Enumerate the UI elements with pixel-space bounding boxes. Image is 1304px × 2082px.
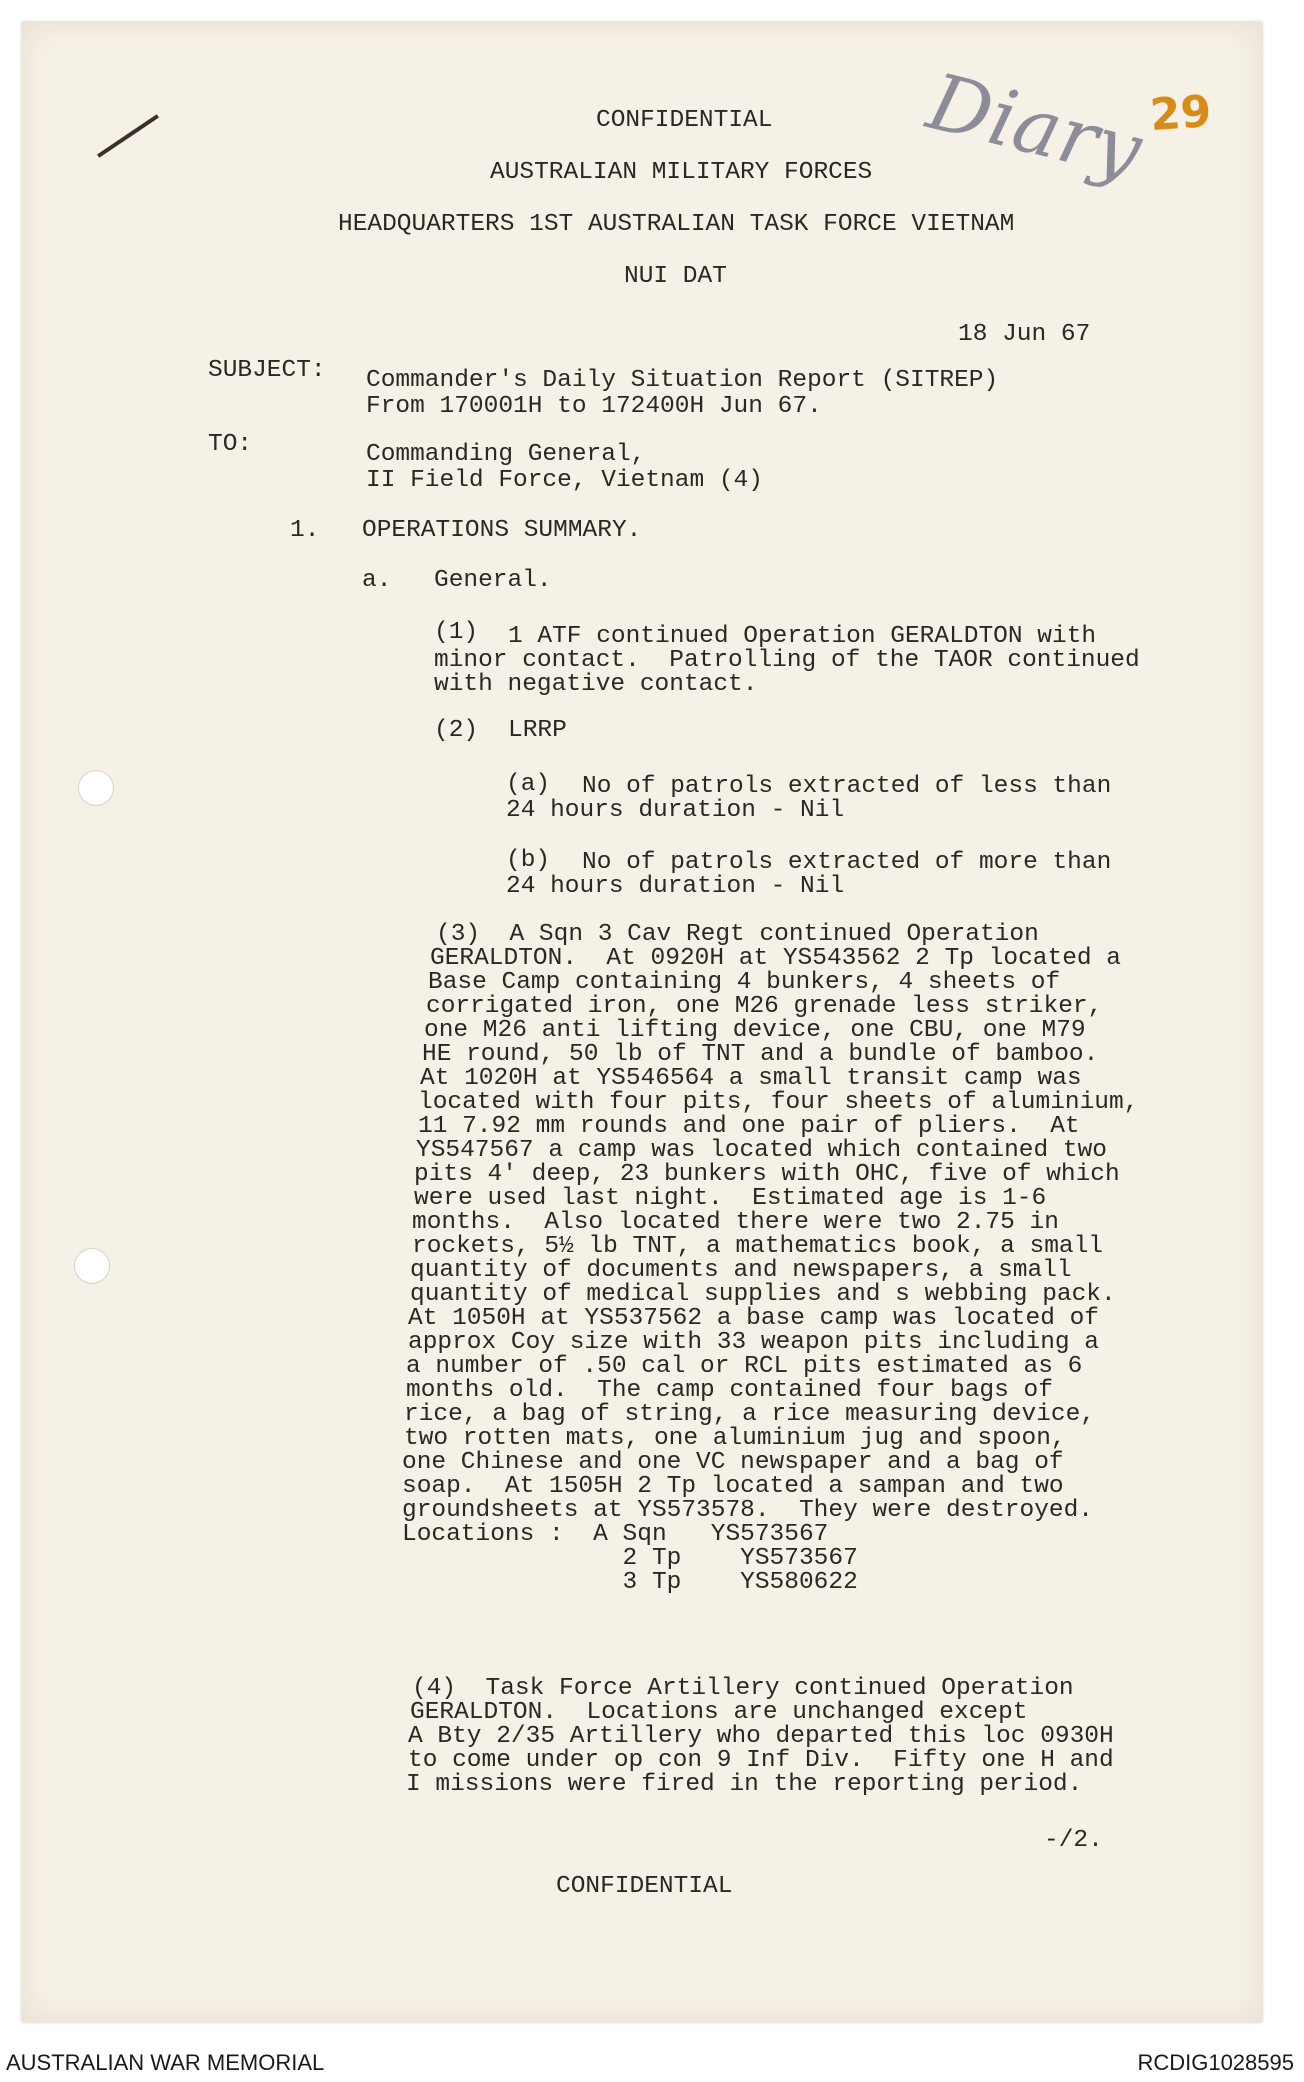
footer-record-id: RCDIG1028595 <box>1137 2050 1294 2075</box>
para-3-line: At 1020H at YS546564 a small transit camp was <box>420 1065 1082 1092</box>
para-4-line: A Bty 2/35 Artillery who departed this loc 0930H <box>408 1723 1114 1750</box>
pencil-mark <box>97 114 159 158</box>
para-3-line: rockets, 5½ lb TNT, a mathematics book, a small <box>412 1233 1104 1260</box>
para-3-line: YS547567 a camp was located which contained two <box>416 1137 1108 1164</box>
para-3-line: a number of .50 cal or RCL pits estimated as 6 <box>406 1353 1083 1380</box>
para-1-line: 1 ATF continued Operation GERALDTON with <box>508 623 1097 650</box>
para-2-number: (2) <box>434 717 479 744</box>
para-4-line: (4) Task Force Artillery continued Operation <box>412 1675 1074 1702</box>
footer-archive-name: AUSTRALIAN WAR MEMORIAL <box>6 2050 325 2075</box>
para-3-line: corrigated iron, one M26 grenade less striker, <box>426 993 1103 1020</box>
para-3-line: Base Camp containing 4 bunkers, 4 sheets of <box>428 969 1061 996</box>
para-2b-line: 24 hours duration - Nil <box>506 873 845 900</box>
para-3-line: 3 Tp YS580622 <box>402 1569 858 1596</box>
to-line-2: II Field Force, Vietnam (4) <box>366 467 763 494</box>
para-3-line: Locations : A Sqn YS573567 <box>402 1521 829 1548</box>
para-3-line: two rotten mats, one aluminium jug and spoon, <box>404 1425 1066 1452</box>
para-2a-line: No of patrols extracted of less than <box>582 773 1112 800</box>
para-2a-number: (a) <box>506 771 551 798</box>
para-4-line: I missions were fired in the reporting period. <box>406 1771 1083 1798</box>
para-3-line: one Chinese and one VC newspaper and a bag of <box>402 1449 1064 1476</box>
punch-hole-top <box>78 770 114 806</box>
para-3-line: 11 7.92 mm rounds and one pair of pliers. At <box>418 1113 1080 1140</box>
subject-label: SUBJECT: <box>208 357 326 384</box>
para-3-line: one M26 anti lifting device, one CBU, one M79 <box>424 1017 1086 1044</box>
to-label: TO: <box>208 431 253 458</box>
to-line-1: Commanding General, <box>366 441 646 468</box>
para-4-line: GERALDTON. Locations are unchanged except <box>410 1699 1028 1726</box>
subsection-a-number: a. <box>362 567 392 594</box>
subject-line-1: Commander's Daily Situation Report (SITREP) <box>366 367 999 394</box>
org-title: AUSTRALIAN MILITARY FORCES <box>490 159 873 186</box>
para-2b-number: (b) <box>506 847 551 874</box>
para-1-line: with negative contact. <box>434 671 758 698</box>
section-title: OPERATIONS SUMMARY. <box>362 517 642 544</box>
para-1-number: (1) <box>434 619 479 646</box>
handwritten-annotation: Diary <box>919 57 1151 197</box>
section-number: 1. <box>290 517 320 544</box>
para-3-line: months. Also located there were two 2.75 in <box>412 1209 1059 1236</box>
location-title: NUI DAT <box>624 263 727 290</box>
hq-title: HEADQUARTERS 1ST AUSTRALIAN TASK FORCE VIETNAM <box>338 211 1015 238</box>
para-3-line: months old. The camp contained four bags of <box>406 1377 1053 1404</box>
classification-top: CONFIDENTIAL <box>596 107 773 134</box>
document-page <box>22 22 1262 2022</box>
para-3-line: soap. At 1505H 2 Tp located a sampan and two <box>402 1473 1064 1500</box>
para-3-line: located with four pits, four sheets of aluminium, <box>418 1089 1139 1116</box>
report-date: 18 Jun 67 <box>958 321 1091 348</box>
para-3-line: pits 4' deep, 23 bunkers with OHC, five of which <box>414 1161 1120 1188</box>
punch-hole-bottom <box>74 1248 110 1284</box>
para-3-line: quantity of documents and newspapers, a small <box>410 1257 1072 1284</box>
para-3-line: HE round, 50 lb of TNT and a bundle of bamboo. <box>422 1041 1099 1068</box>
para-4-line: to come under op con 9 Inf Div. Fifty one H and <box>408 1747 1114 1774</box>
para-1-line: minor contact. Patrolling of the TAOR continued <box>434 647 1140 674</box>
subsection-a-title: General. <box>434 567 552 594</box>
para-3-line: quantity of medical supplies and s webbing pack. <box>410 1281 1116 1308</box>
para-3-line: GERALDTON. At 0920H at YS543562 2 Tp located a <box>430 945 1122 972</box>
classification-bottom: CONFIDENTIAL <box>556 1873 733 1900</box>
para-3-line: approx Coy size with 33 weapon pits including a <box>408 1329 1100 1356</box>
para-3-line: 2 Tp YS573567 <box>402 1545 858 1572</box>
subject-line-2: From 170001H to 172400H Jun 67. <box>366 393 822 420</box>
para-3-line: (3) A Sqn 3 Cav Regt continued Operation <box>436 921 1039 948</box>
para-3-line: were used last night. Estimated age is 1-6 <box>414 1185 1047 1212</box>
page-number-annotation: 29 <box>1148 85 1213 142</box>
para-2a-line: 24 hours duration - Nil <box>506 797 845 824</box>
para-3-line: rice, a bag of string, a rice measuring device, <box>404 1401 1096 1428</box>
para-2-title: LRRP <box>508 717 567 744</box>
para-3-line: groundsheets at YS573578. They were destroyed. <box>402 1497 1094 1524</box>
para-3-line: At 1050H at YS537562 a base camp was located of <box>408 1305 1100 1332</box>
para-2b-line: No of patrols extracted of more than <box>582 849 1112 876</box>
continuation-marker: -/2. <box>1044 1827 1103 1854</box>
